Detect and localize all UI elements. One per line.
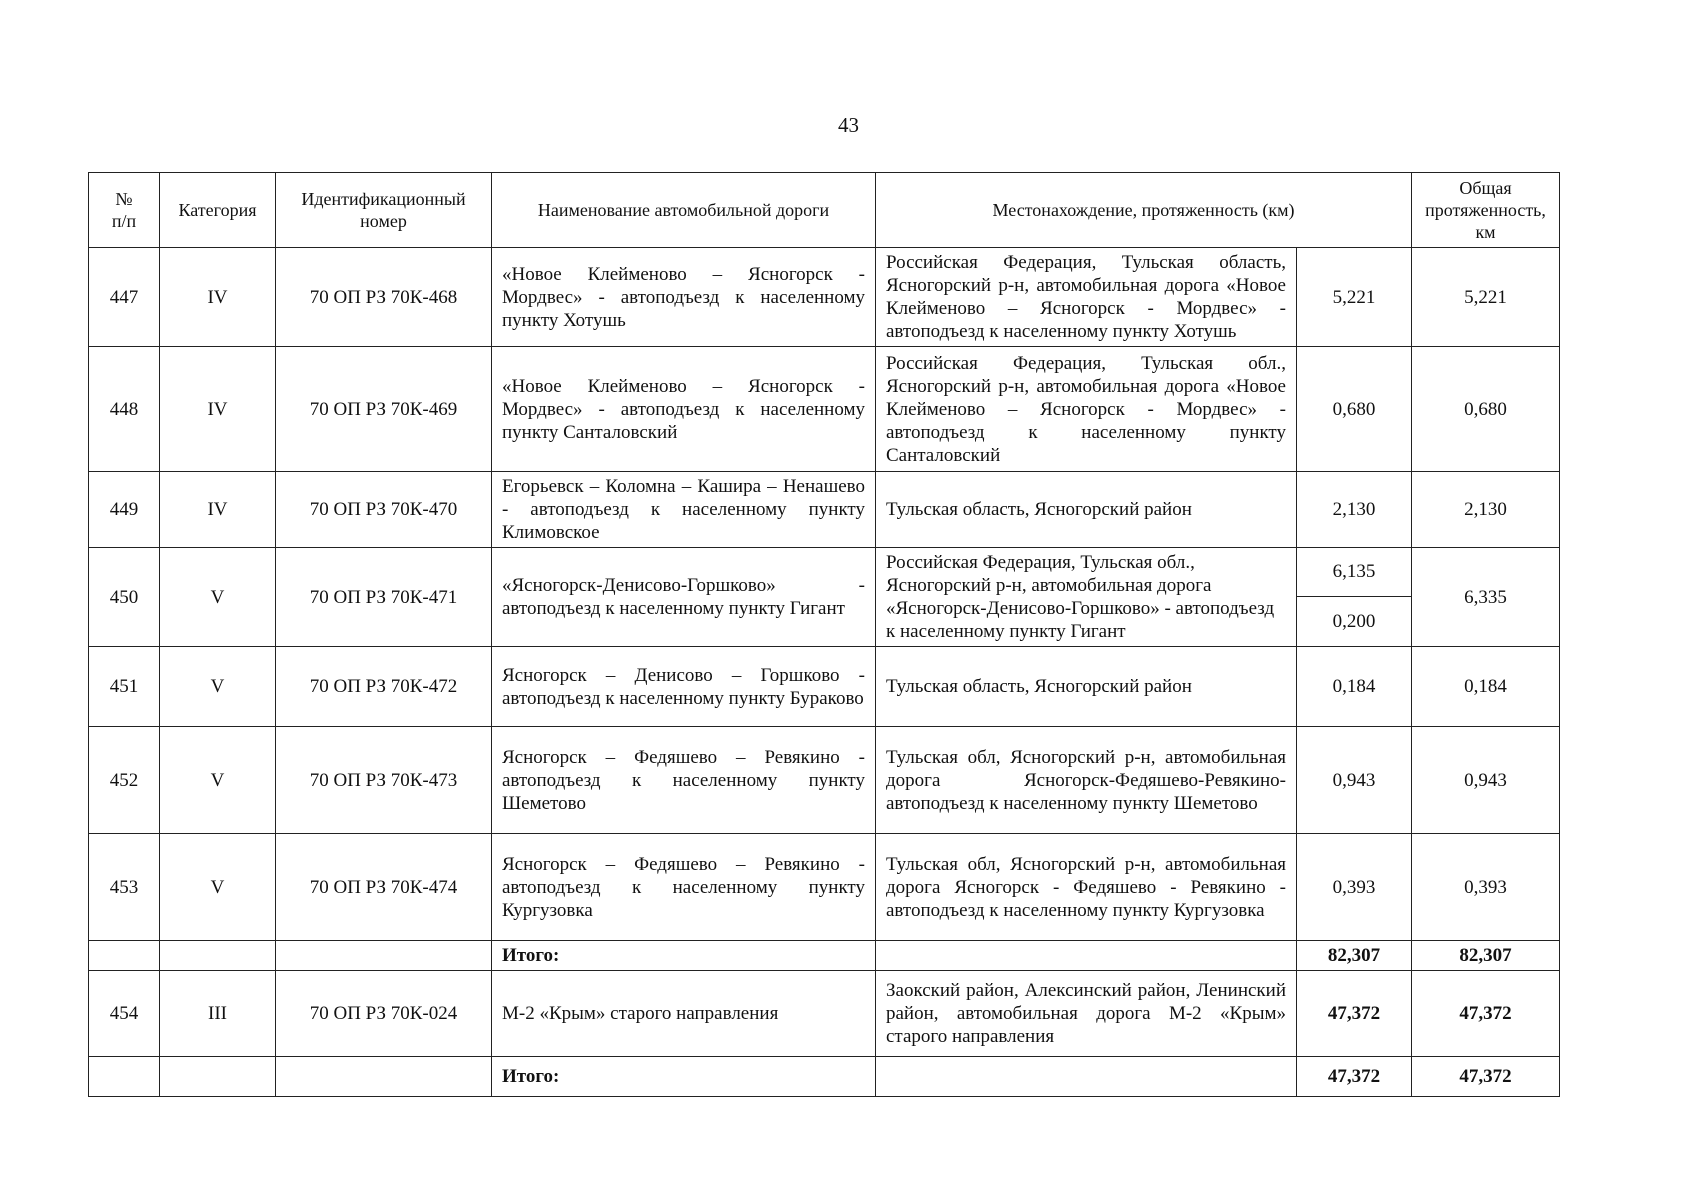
roads-table (88, 172, 1560, 1097)
row-length: 0,943 (1297, 727, 1412, 834)
subtotal-length: 47,372 (1297, 1057, 1412, 1097)
subtotal-row (89, 1057, 1560, 1097)
row-location: Тульская обл, Ясногорский р-н, автомобильная дорога Ясногорск - Федяшево - Ревякино - автоподъезд к населенному пункту Кургузовка (876, 834, 1297, 941)
row-length: 0,680 (1297, 347, 1412, 472)
subtotal-total: 47,372 (1412, 1057, 1560, 1097)
header-id-number: Идентификационный номер (276, 173, 492, 248)
table-header-row (89, 173, 1560, 248)
row-location: Российская Федерация, Тульская обл., Ясногорский р-н, автомобильная дорога «Новое Клейменово – Ясногорск - Мордвес» - автоподъезд к населенному пункту Санталовский (876, 347, 1297, 472)
subtotal-label: Итого: (492, 941, 876, 971)
row-location: Российская Федерация, Тульская обл., Ясногорский р-н, автомобильная дорога «Ясногорск-Денисово-Горшково» - автоподъезд к населенному пункту Гигант (876, 548, 1297, 647)
table-row (89, 971, 1560, 1057)
row-id: 70 ОП РЗ 70К-474 (276, 834, 492, 941)
row-total: 0,393 (1412, 834, 1560, 941)
row-road-name: «Новое Клейменово – Ясногорск - Мордвес» - автоподъезд к населенному пункту Санталовский (492, 347, 876, 472)
row-category: III (160, 971, 276, 1057)
row-road-name: Егорьевск – Коломна – Кашира – Ненашево - автоподъезд к населенному пункту Климовское (492, 472, 876, 548)
row-road-name: Ясногорск – Федяшево – Ревякино - автоподъезд к населенному пункту Кургузовка (492, 834, 876, 941)
row-location: Российская Федерация, Тульская область, Ясногорский р-н, автомобильная дорога «Новое Клейменово – Ясногорск - Мордвес» - автоподъезд к населенному пункту Хотушь (876, 248, 1297, 347)
row-id: 70 ОП РЗ 70К-468 (276, 248, 492, 347)
row-category: IV (160, 248, 276, 347)
page-number: 43 (838, 113, 859, 137)
row-total: 5,221 (1412, 248, 1560, 347)
row-road-name: «Ясногорск-Денисово-Горшково» - автоподъезд к населенному пункту Гигант (492, 548, 876, 647)
row-road-name: Ясногорск – Федяшево – Ревякино - автоподъезд к населенному пункту Шеметово (492, 727, 876, 834)
row-length: 0,393 (1297, 834, 1412, 941)
row-length: 2,130 (1297, 472, 1412, 548)
subtotal-empty-cell (276, 941, 492, 971)
row-location: Заокский район, Алексинский район, Ленинский район, автомобильная дорога М-2 «Крым» старого направления (876, 971, 1297, 1057)
row-category: V (160, 647, 276, 727)
row-total: 6,335 (1412, 548, 1560, 647)
table-row (89, 647, 1560, 727)
header-road-name: Наименование автомобильной дороги (492, 173, 876, 248)
row-num: 447 (89, 248, 160, 347)
row-length: 5,221 (1297, 248, 1412, 347)
table-row (89, 347, 1560, 472)
row-id: 70 ОП РЗ 70К-470 (276, 472, 492, 548)
row-id: 70 ОП РЗ 70К-471 (276, 548, 492, 647)
row-length: 0,184 (1297, 647, 1412, 727)
row-num: 449 (89, 472, 160, 548)
row-id: 70 ОП РЗ 70К-469 (276, 347, 492, 472)
header-total-length: Общая протяженность, км (1412, 173, 1560, 248)
row-total: 0,184 (1412, 647, 1560, 727)
subtotal-empty-cell (160, 1057, 276, 1097)
row-category: V (160, 834, 276, 941)
row-total: 0,943 (1412, 727, 1560, 834)
header-location: Местонахождение, протяженность (км) (876, 173, 1412, 248)
row-num: 451 (89, 647, 160, 727)
table-row (89, 472, 1560, 548)
table-row (89, 248, 1560, 347)
row-category: V (160, 727, 276, 834)
subtotal-empty-cell (89, 941, 160, 971)
row-num: 453 (89, 834, 160, 941)
row-road-name: М-2 «Крым» старого направления (492, 971, 876, 1057)
subtotal-empty-cell (276, 1057, 492, 1097)
subtotal-empty-cell (876, 941, 1297, 971)
row-road-name: «Новое Клейменово – Ясногорск - Мордвес» - автоподъезд к населенному пункту Хотушь (492, 248, 876, 347)
row-total: 2,130 (1412, 472, 1560, 548)
row-length-a: 6,135 (1297, 548, 1412, 597)
subtotal-length: 82,307 (1297, 941, 1412, 971)
subtotal-empty-cell (876, 1057, 1297, 1097)
row-location: Тульская область, Ясногорский район (876, 472, 1297, 548)
row-location: Тульская обл, Ясногорский р-н, автомобильная дорога Ясногорск-Федяшево-Ревякино-автоподъезд к населенному пункту Шеметово (876, 727, 1297, 834)
row-category: V (160, 548, 276, 647)
row-length-b: 0,200 (1297, 596, 1412, 646)
header-num-line2: п/п (111, 211, 137, 231)
header-num (89, 173, 160, 248)
subtotal-empty-cell (89, 1057, 160, 1097)
row-road-name: Ясногорск – Денисово – Горшково - автоподъезд к населенному пункту Бураково (492, 647, 876, 727)
table-row (89, 548, 1560, 597)
row-total: 47,372 (1412, 971, 1560, 1057)
row-id: 70 ОП РЗ 70К-024 (276, 971, 492, 1057)
row-num: 452 (89, 727, 160, 834)
row-total: 0,680 (1412, 347, 1560, 472)
row-id: 70 ОП РЗ 70К-473 (276, 727, 492, 834)
header-category: Категория (160, 173, 276, 248)
row-length: 47,372 (1297, 971, 1412, 1057)
subtotal-row (89, 941, 1560, 971)
table-row (89, 727, 1560, 834)
row-num: 448 (89, 347, 160, 472)
row-num: 450 (89, 548, 160, 647)
row-category: IV (160, 347, 276, 472)
subtotal-total: 82,307 (1412, 941, 1560, 971)
table-row (89, 834, 1560, 941)
row-id: 70 ОП РЗ 70К-472 (276, 647, 492, 727)
row-num: 454 (89, 971, 160, 1057)
row-location: Тульская область, Ясногорский район (876, 647, 1297, 727)
header-num-line1: № (115, 189, 133, 209)
subtotal-label: Итого: (492, 1057, 876, 1097)
subtotal-empty-cell (160, 941, 276, 971)
row-category: IV (160, 472, 276, 548)
